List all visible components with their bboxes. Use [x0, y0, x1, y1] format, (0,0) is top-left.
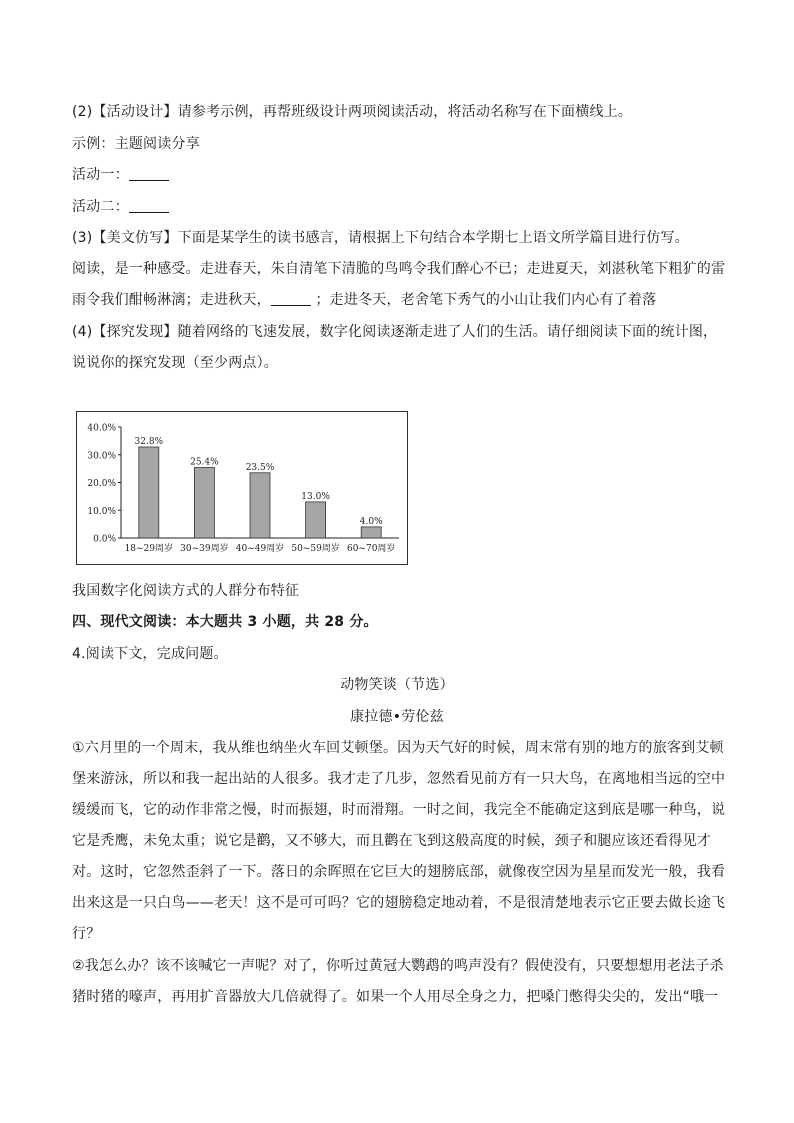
bar: [139, 447, 159, 538]
bar: [361, 527, 381, 538]
activity-1-line: [72, 165, 732, 185]
paragraph-1-line: 堡来游泳，所以和我一起出站的人很多。我才走了几步，忽然看见前方有一只大鸟，在离地相当远的空中: [72, 771, 726, 787]
q3-passage-part-b: ；走进冬天，老舍笔下秀气的小山让我们内心有了着落: [315, 292, 657, 308]
paragraph-1-line: 对。这时，它忽然歪斜了一下。落日的余晖照在它巨大的翅膀底部，就像夜空因为星星而发光一般，我看: [72, 864, 726, 880]
paragraph-2-line: 猪时猪的嚎声，再用扩音器放大几倍就得了。如果一个人用尽全身之力，把嗓门憋得尖尖的，发出“哦一: [72, 989, 719, 1005]
q3-fill-blank[interactable]: [271, 291, 311, 306]
q3-passage-line-2: [72, 290, 732, 310]
bar-value-label: 4.0%: [359, 516, 383, 527]
bar-value-label: 23.5%: [245, 462, 275, 473]
question-4: [72, 322, 732, 342]
bar-value-label: 32.8%: [134, 436, 164, 447]
bar: [194, 468, 214, 538]
bar: [306, 502, 326, 538]
x-tick-label: 40~49周岁: [235, 544, 285, 554]
bar: [250, 473, 270, 538]
activity-1-label: 活动一：: [72, 167, 129, 183]
x-tick-label: 50~59周岁: [291, 544, 340, 554]
question-4-line-2: 说说你的探究发现（至少两点）。: [72, 355, 278, 371]
question-3: [72, 228, 732, 248]
question-4-intro: 4.阅读下文，完成问题。: [72, 646, 228, 662]
question-4-tag: (4)【探究发现】: [72, 324, 178, 340]
bar-value-label: 13.0%: [301, 491, 330, 502]
paragraph-2-line: ②我怎么办？该不该喊它一声呢？对了，你听过黄冠大鹦鹉的鸣声没有？假使没有，只要想想用老法子杀: [72, 958, 724, 974]
article-title: 动物笑谈（节选）: [340, 677, 454, 693]
y-tick-label: 20.0%: [87, 479, 116, 489]
question-2-text: 请参考示例，再帮班级设计两项阅读活动，将活动名称写在下面横线上。: [177, 104, 633, 120]
y-tick-label: 40.0%: [87, 423, 116, 434]
section-4-heading: 四、现代文阅读：本大题共 3 小题，共 28 分。: [72, 614, 378, 630]
bar-chart: [77, 412, 407, 564]
x-tick-label: 60~70周岁: [346, 544, 396, 554]
question-3-text: 下面是某学生的读书感言，请根据上下句结合本学期七上语文所学篇目进行仿写。: [177, 230, 689, 246]
question-2-tag: (2)【活动设计】: [72, 104, 178, 120]
q3-passage-line-1: 阅读，是一种感受。走进春天，朱自清笔下清脆的鸟鸣令我们醉心不已；走进夏天，刘湛秋笔下粗犷的雷: [72, 261, 726, 277]
article-author: 康拉德•劳伦兹: [350, 709, 444, 725]
bar-chart-frame: [76, 411, 408, 565]
activity-2-line: [72, 197, 732, 217]
x-tick-label: 30~39周岁: [180, 544, 229, 554]
question-3-tag: (3)【美文仿写】: [72, 230, 178, 246]
paragraph-1-line: 缓缓而飞，它的动作非常之慢，时而振翅，时而滑翔。一时之间，我完全不能确定这到底是哪一种鸟，说: [72, 802, 726, 818]
x-tick-label: 18~29周岁: [124, 544, 174, 554]
paragraph-1-line: 它是秃鹰，未免太重；说它是鹳，又不够大，而且鹳在飞到这般高度的时候，颈子和腿应该还看得见才: [72, 833, 711, 849]
y-tick-label: 0.0%: [93, 534, 116, 545]
activity-1-blank[interactable]: [129, 166, 169, 181]
example-line: 示例：主题阅读分享: [72, 136, 200, 152]
q3-passage-part-a: 雨令我们酣畅淋漓；走进秋天，: [72, 292, 271, 308]
y-tick-label: 10.0%: [87, 506, 116, 517]
activity-2-label: 活动二：: [72, 199, 129, 215]
paragraph-1-line: 出来这是一只白鸟——老天！这不是可可吗？它的翅膀稳定地动着，不是很清楚地表示它正要去做长途飞: [72, 895, 726, 911]
bar-value-label: 25.4%: [190, 457, 219, 468]
y-tick-label: 30.0%: [87, 451, 116, 462]
question-2: [72, 102, 732, 122]
question-4-text: 随着网络的飞速发展，数字化阅读逐渐走进了人们的生活。请仔细阅读下面的统计图，: [177, 324, 718, 340]
chart-caption: 我国数字化阅读方式的人群分布特征: [72, 583, 300, 599]
paragraph-1-line: ①六月里的一个周末，我从维也纳坐火车回艾顿堡。因为天气好的时候，周末常有别的地方的旅客到艾顿: [72, 740, 724, 756]
activity-2-blank[interactable]: [129, 198, 169, 213]
paragraph-1-line: 行？: [72, 926, 101, 942]
